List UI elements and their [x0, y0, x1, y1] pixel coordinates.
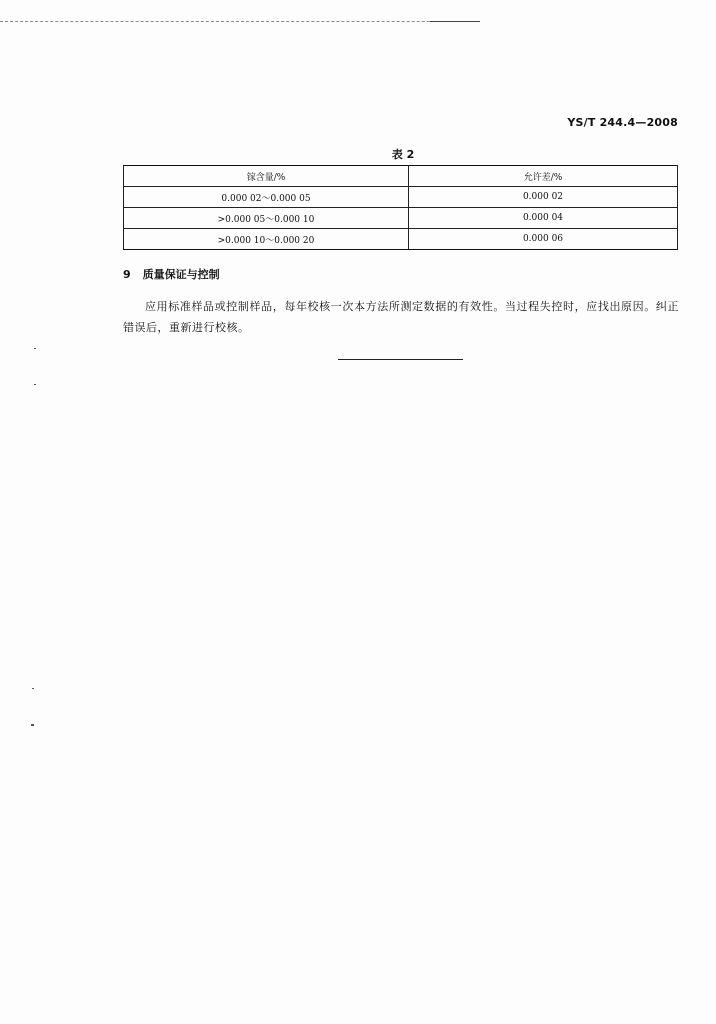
end-of-document-rule	[338, 359, 463, 360]
section-title: 质量保证与控制	[142, 268, 220, 281]
table-row	[124, 187, 678, 208]
section-paragraph: 应用标准样品或控制样品，每年校核一次本方法所测定数据的有效性。当过程失控时，应找出原因。纠正错误后，重新进行校核。	[123, 300, 679, 334]
section-number: 9	[123, 268, 131, 281]
scan-speck	[34, 384, 36, 385]
section-heading	[123, 266, 220, 282]
document-id: YS/T 244.4—2008	[567, 116, 678, 129]
scan-speck	[34, 348, 36, 349]
table-cell-content: >0.000 05～0.000 10	[124, 208, 409, 229]
table-row	[124, 208, 678, 229]
table-cell-tolerance: 0.000 06	[409, 229, 678, 250]
scan-speck	[32, 688, 34, 689]
table-cell-content: >0.000 10～0.000 20	[124, 229, 409, 250]
scan-artifact-line	[0, 21, 480, 22]
table-cell-tolerance: 0.000 04	[409, 208, 678, 229]
column-header-content: 镓含量/%	[124, 166, 409, 187]
table-cell-tolerance: 0.000 02	[409, 187, 678, 208]
scan-speck	[31, 724, 34, 726]
table-header-row	[124, 166, 678, 187]
table-caption: 表 2	[391, 148, 415, 161]
table-row	[124, 229, 678, 250]
scan-artifact-line-solid	[430, 21, 480, 22]
table-cell-content: 0.000 02～0.000 05	[124, 187, 409, 208]
tolerance-table	[123, 165, 678, 250]
column-header-tolerance: 允许差/%	[409, 166, 678, 187]
